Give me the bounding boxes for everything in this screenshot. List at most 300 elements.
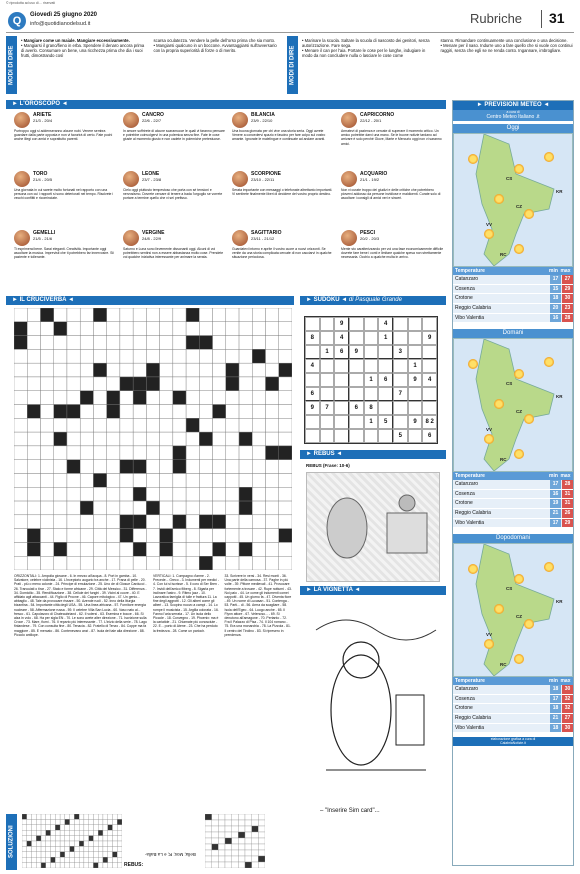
- crossword-cell: [239, 377, 252, 391]
- solution-cell: [51, 836, 56, 841]
- sudoku-cell[interactable]: [408, 429, 423, 443]
- sign-name: GEMELLI: [33, 230, 56, 236]
- solution-cell: [205, 826, 212, 832]
- sudoku-cell[interactable]: 6: [378, 373, 393, 387]
- crossword-cell: [40, 473, 53, 487]
- crossword-cell: [120, 556, 133, 570]
- sudoku-cell[interactable]: [305, 345, 320, 359]
- sudoku-cell[interactable]: 1: [364, 373, 379, 387]
- crossword-cell: [160, 336, 173, 350]
- crossword-cell: [226, 529, 239, 543]
- sudoku-cell[interactable]: [349, 331, 364, 345]
- crossword-cell: [279, 487, 292, 501]
- solution-cell: [212, 832, 219, 838]
- crossword-cell: [27, 501, 40, 515]
- city-name: Cosenza: [455, 695, 475, 702]
- solution-cell: [74, 836, 79, 841]
- crossword-block: [133, 391, 146, 405]
- solution-cell: [98, 819, 103, 824]
- solution-cell: [103, 830, 108, 835]
- sudoku-cell[interactable]: [349, 387, 364, 401]
- temp-max: 30: [562, 294, 573, 303]
- rebus-caption: REBUS (Frase: 10-6): [306, 463, 350, 468]
- sudoku-cell[interactable]: [320, 429, 335, 443]
- crossword-cell: [54, 336, 67, 350]
- crossword-cell: [120, 432, 133, 446]
- crossword-cell: [199, 363, 212, 377]
- horoscope-sign: [341, 171, 444, 229]
- city-name: Vibo Valentia: [455, 724, 485, 731]
- crossword-block: [54, 542, 67, 556]
- sudoku-cell[interactable]: 1: [320, 345, 335, 359]
- sudoku-cell[interactable]: 3: [393, 345, 408, 359]
- sign-date: 24/8 - 22/9: [142, 236, 162, 241]
- sudoku-cell[interactable]: [378, 429, 393, 443]
- sudoku-cell[interactable]: 1: [378, 331, 393, 345]
- temp-min: 16: [550, 490, 561, 499]
- sudoku-cell[interactable]: [305, 415, 320, 429]
- crossword-cell: [133, 308, 146, 322]
- sign-name: ACQUARIO: [360, 171, 388, 177]
- sudoku-cell[interactable]: 9: [334, 317, 349, 331]
- crossword-cell: [107, 322, 120, 336]
- crossword-cell: [67, 322, 80, 336]
- crossword-cell: [67, 336, 80, 350]
- sudoku-cell[interactable]: 1: [408, 359, 423, 373]
- zodiac-icon: [123, 230, 139, 246]
- sudoku-cell[interactable]: [408, 345, 423, 359]
- crossword-cell: [107, 363, 120, 377]
- solution-cell: [98, 825, 103, 830]
- crossword-cell: [146, 322, 159, 336]
- crossword-cell: [40, 322, 53, 336]
- solution-cell: [252, 820, 259, 826]
- crossword-cell: [266, 308, 279, 322]
- sudoku-cell[interactable]: 9: [305, 401, 320, 415]
- crossword-cell: [14, 363, 27, 377]
- solution-cell: [27, 852, 32, 857]
- solution-cell: [36, 863, 41, 868]
- solution-cell: [117, 814, 122, 819]
- sudoku-cell[interactable]: 9: [349, 345, 364, 359]
- crossword-cell: [226, 336, 239, 350]
- sudoku-cell[interactable]: [422, 387, 437, 401]
- crossword-cell: [54, 501, 67, 515]
- sudoku-cell[interactable]: [305, 317, 320, 331]
- sudoku-cell[interactable]: [364, 331, 379, 345]
- solution-cell: [108, 830, 113, 835]
- solution-cell: [238, 814, 245, 820]
- sudoku-cell[interactable]: [364, 345, 379, 359]
- solution-cell: [252, 838, 259, 844]
- sudoku-cell[interactable]: [378, 345, 393, 359]
- sign-date: 21/5 - 21/6: [33, 236, 53, 241]
- crossword-cell: [199, 418, 212, 432]
- sudoku-cell[interactable]: 8: [364, 401, 379, 415]
- solution-cell: [89, 857, 94, 862]
- solution-cell: [84, 863, 89, 868]
- sudoku-cell[interactable]: [408, 387, 423, 401]
- sudoku-cell[interactable]: [378, 387, 393, 401]
- horoscope-sign: [123, 112, 226, 170]
- sudoku-cell[interactable]: [334, 415, 349, 429]
- sudoku-cell[interactable]: 4: [378, 317, 393, 331]
- solution-cell: [79, 857, 84, 862]
- crossword-cell: [14, 473, 27, 487]
- crossword-cell: [40, 542, 53, 556]
- sudoku-cell[interactable]: [305, 373, 320, 387]
- sign-date: 21/1 - 19/2: [360, 177, 380, 182]
- crossword-cell: [14, 377, 27, 391]
- zodiac-icon: [14, 171, 30, 187]
- solution-cell: [60, 841, 65, 846]
- temp-min: 15: [550, 285, 561, 294]
- crossword-cell: [199, 487, 212, 501]
- crossword-cell: [160, 322, 173, 336]
- solution-cell: [60, 857, 65, 862]
- solution-cell: [27, 863, 32, 868]
- crossword-cell: [40, 432, 53, 446]
- crossword-cell: [146, 515, 159, 529]
- sudoku-cell[interactable]: [408, 401, 423, 415]
- crossword-cell: [266, 322, 279, 336]
- crossword-cell: [173, 487, 186, 501]
- crossword-block: [93, 363, 106, 377]
- solution-cell: [22, 857, 27, 862]
- modo-item: scarsa oculatezza. Vendere la pelle dell'orso prima che sia morto.: [153, 38, 276, 43]
- page-number: 31: [549, 10, 565, 26]
- sudoku-cell[interactable]: [349, 429, 364, 443]
- sudoku-cell[interactable]: [422, 345, 437, 359]
- map-city-label: CS: [506, 176, 513, 182]
- temperature-row: [453, 685, 573, 695]
- sudoku-cell[interactable]: [320, 331, 335, 345]
- sudoku-cell[interactable]: [364, 317, 379, 331]
- solution-cell: [245, 856, 252, 862]
- horoscope-sign: [341, 230, 444, 288]
- solution-cell: [93, 841, 98, 846]
- crossword-block: [199, 556, 212, 570]
- temp-min: 18: [550, 724, 561, 733]
- crossword-cell: [133, 405, 146, 419]
- solution-cell: [27, 841, 32, 846]
- crossword-cell: [252, 446, 265, 460]
- crossword-cell: [27, 460, 40, 474]
- solution-cell: [74, 846, 79, 851]
- solution-cell: [22, 819, 27, 824]
- solution-cell: [55, 841, 60, 846]
- solution-cell: [41, 836, 46, 841]
- solution-cell: [245, 832, 252, 838]
- solution-cell: [55, 830, 60, 835]
- solution-cell: [112, 830, 117, 835]
- solution-cell: [84, 846, 89, 851]
- crossword-cell: [54, 418, 67, 432]
- crossword-cell: [67, 418, 80, 432]
- sudoku-cell[interactable]: [320, 373, 335, 387]
- sudoku-cell[interactable]: [364, 359, 379, 373]
- crossword-cell: [107, 515, 120, 529]
- crossword-cell: [186, 446, 199, 460]
- sudoku-cell[interactable]: [305, 429, 320, 443]
- sudoku-cell[interactable]: 7: [393, 387, 408, 401]
- solution-cell: [84, 841, 89, 846]
- crossword-cell: [93, 529, 106, 543]
- sign-text: Armatevi di pazienza e cercate di superare il momento critico. Un amico potrebbe darvi una mano. Se le buone notizie tardano ad arrivare è solo perché Giove, Marte e Mercurio oggi non vi saranno amici.: [341, 129, 442, 146]
- sudoku-cell[interactable]: 4: [334, 331, 349, 345]
- solution-cell: [205, 820, 212, 826]
- crossword-block: [54, 322, 67, 336]
- horoscope-sign: [14, 171, 117, 229]
- solution-cell: [65, 825, 70, 830]
- solution-cell: [218, 832, 225, 838]
- crossword-cell: [146, 349, 159, 363]
- solution-cell: [60, 863, 65, 868]
- crossword-cell: [160, 349, 173, 363]
- map-city-label: VV: [486, 427, 493, 433]
- sudoku-cell[interactable]: 1: [364, 415, 379, 429]
- temp-min: 17: [550, 695, 561, 704]
- sudoku-cell[interactable]: 9: [408, 415, 423, 429]
- crossword-cell: [40, 446, 53, 460]
- contact-email[interactable]: info@quotidianodelsud.it: [30, 21, 91, 27]
- meteo-title: ► PREVISIONI METEO ◄: [453, 101, 573, 110]
- sudoku-cell[interactable]: 6: [305, 387, 320, 401]
- sudoku-cell[interactable]: [393, 401, 408, 415]
- solution-cell: [112, 841, 117, 846]
- solution-cell: [89, 846, 94, 851]
- solution-cell: [65, 830, 70, 835]
- sudoku-cell[interactable]: [349, 415, 364, 429]
- sudoku-cell[interactable]: 4: [422, 373, 437, 387]
- zodiac-icon: [14, 112, 30, 128]
- sudoku-cell[interactable]: 8 2: [422, 415, 437, 429]
- sudoku-grid[interactable]: [304, 316, 438, 444]
- crossword-cell: [27, 308, 40, 322]
- crossword-cell: [120, 322, 133, 336]
- sudoku-cell[interactable]: [334, 429, 349, 443]
- sudoku-title-bar: ► SUDOKU ◄ di Pasquale Grande: [300, 296, 446, 305]
- solution-cell: [225, 838, 232, 844]
- crossword-block: [133, 460, 146, 474]
- crossword-cell: [199, 542, 212, 556]
- crossword-cell: [252, 473, 265, 487]
- map-city-label: KR: [556, 599, 563, 605]
- sudoku-cell[interactable]: [364, 387, 379, 401]
- crossword-cell: [80, 460, 93, 474]
- solution-cell: [51, 830, 56, 835]
- modi-di-dire-tab-right: MODI DI DIRE: [287, 36, 298, 94]
- sudoku-cell[interactable]: [334, 387, 349, 401]
- sudoku-cell[interactable]: [422, 401, 437, 415]
- crossword-cell: [14, 432, 27, 446]
- sign-date: 21/4 - 20/5: [33, 177, 53, 182]
- oroscopo-title-bar: ► L'OROSCOPO ◄: [6, 100, 446, 109]
- crossword-cell: [14, 391, 27, 405]
- solution-cell: [41, 819, 46, 824]
- temperature-header: Temperature min max: [453, 267, 573, 275]
- solution-cell: [103, 857, 108, 862]
- solution-cell: [79, 819, 84, 824]
- crossword-cell: [14, 460, 27, 474]
- crossword-cell: [266, 432, 279, 446]
- crossword-cell: [120, 418, 133, 432]
- sudoku-cell[interactable]: [393, 317, 408, 331]
- sudoku-cell[interactable]: [393, 373, 408, 387]
- crossword-cell: [279, 405, 292, 419]
- map-city-label: VV: [486, 222, 493, 228]
- crossword-block: [27, 542, 40, 556]
- crossword-cell: [120, 542, 133, 556]
- sudoku-cell[interactable]: [320, 387, 335, 401]
- sudoku-cell[interactable]: 9: [422, 331, 437, 345]
- sudoku-cell[interactable]: 6: [334, 345, 349, 359]
- sudoku-cell[interactable]: [408, 317, 423, 331]
- license-note: © riprodotta ad uso di ... riservati: [6, 1, 56, 5]
- solution-cell: [65, 819, 70, 824]
- crossword-block: [199, 432, 212, 446]
- crossword-block: [186, 336, 199, 350]
- sign-text: Guardatevi intorno e aprite il vostro cuore a nuovi orizzonti. Se venite da una storia complicata cercate di non cacciarvi in qualche situazione pericolosa.: [232, 247, 332, 260]
- crossword-cell: [93, 349, 106, 363]
- solution-cell: [252, 856, 259, 862]
- crossword-cell: [279, 501, 292, 515]
- temp-min: 16: [550, 314, 561, 323]
- clues-verticali: VERTICALI: 1. Compagno d'arme - 2. Precede... Greco - 3. Indumenti per medici - 4. Con lui si iscrisse - 5. Il coro di Ser Bren - 7. Invidi dell'amico fiiberg - 8. Sigarla per inclinare l'astro - 9. Ritmo jazz - 10. Lavoratica famiglia di tulle e frattura 11. La fine degli aggrotti - 12. Gli alberi come gli alberi - 13. Scopino nuovo a campi - 14. Lo rompe il musicista - 15. Argilla colorata - 16. Fanno l'aria serrata - 17. Un isola dello Piccole - 18. Convegno - 19. Phoenix: ma è la cariatide - 21. Chiamate più conosciute - 22. E... porto di Atene - 23. Che ha perduto la fredezza - 28. Come un parioch.: [153, 574, 219, 633]
- meteo-day: [453, 124, 573, 323]
- city-name: Catanzaro: [455, 686, 479, 693]
- sudoku-cell[interactable]: [349, 359, 364, 373]
- sudoku-cell[interactable]: 9: [408, 373, 423, 387]
- modi-di-dire-left: [21, 38, 281, 92]
- temperature-row: [453, 704, 573, 714]
- temperature-row: [453, 724, 573, 734]
- crossword-block: [279, 529, 292, 543]
- solution-cell: [46, 863, 51, 868]
- solution-cell: [117, 857, 122, 862]
- solution-cell: [98, 857, 103, 862]
- modo-item: • Mangiarsi qualcuno in un boccone. Avvantaggiarsi sull'avversario con la propria superiorità di forze o di merito.: [153, 43, 277, 53]
- crossword-cell: [239, 336, 252, 350]
- sudoku-cell[interactable]: [364, 429, 379, 443]
- solution-cell: [212, 826, 219, 832]
- sudoku-cell[interactable]: [422, 317, 437, 331]
- crossword-cell: [107, 336, 120, 350]
- sudoku-cell[interactable]: 8: [305, 331, 320, 345]
- solution-cell: [65, 846, 70, 851]
- crossword-cell: [239, 529, 252, 543]
- crossword-cell: [93, 391, 106, 405]
- temp-max: 31: [562, 499, 573, 508]
- sudoku-cell[interactable]: [349, 317, 364, 331]
- crossword-block: [279, 446, 292, 460]
- solution-cell: [205, 850, 212, 856]
- crossword-cell: [93, 556, 106, 570]
- crossword-cell: [27, 363, 40, 377]
- calabria-map: [453, 133, 573, 267]
- solution-cell: [112, 863, 117, 868]
- sudoku-cell[interactable]: [334, 359, 349, 373]
- crossword-cell: [40, 349, 53, 363]
- crossword-block: [173, 446, 186, 460]
- crossword-cell: [80, 556, 93, 570]
- crossword-cell: [279, 418, 292, 432]
- crossword-cell: [80, 377, 93, 391]
- solution-cell: [74, 819, 79, 824]
- crossword-block: [67, 405, 80, 419]
- city-name: Reggio Calabria: [455, 714, 491, 721]
- sudoku-cell[interactable]: 5: [378, 415, 393, 429]
- solution-cell: [55, 825, 60, 830]
- sudoku-cell[interactable]: [349, 373, 364, 387]
- solution-cell: [232, 814, 239, 820]
- crossword-cell: [133, 556, 146, 570]
- solution-cell: [112, 836, 117, 841]
- temperature-row: [453, 294, 573, 304]
- crossword-cell: [266, 529, 279, 543]
- solution-cell: [98, 814, 103, 819]
- crossword-cell: [226, 515, 239, 529]
- crossword-cell: [93, 501, 106, 515]
- sudoku-cell[interactable]: [408, 331, 423, 345]
- sudoku-cell[interactable]: 6: [422, 429, 437, 443]
- sudoku-cell[interactable]: [393, 359, 408, 373]
- sign-name: CAPRICORNO: [360, 112, 395, 118]
- sudoku-cell[interactable]: 7: [320, 401, 335, 415]
- city-name: Cosenza: [455, 285, 475, 292]
- crossword-cell: [146, 308, 159, 322]
- sudoku-cell[interactable]: [334, 401, 349, 415]
- crossword-cell: [266, 473, 279, 487]
- crossword-cell: [266, 336, 279, 350]
- crossword-cell: [252, 336, 265, 350]
- solution-cell: [212, 820, 219, 826]
- crossword-cell: [173, 556, 186, 570]
- sudoku-cell[interactable]: [378, 359, 393, 373]
- sudoku-cell[interactable]: [378, 401, 393, 415]
- temperature-row: [453, 304, 573, 314]
- crossword-cell: [14, 542, 27, 556]
- sudoku-cell[interactable]: 6: [349, 401, 364, 415]
- sudoku-cell[interactable]: [320, 317, 335, 331]
- solution-cell: [117, 852, 122, 857]
- solution-cell: [212, 838, 219, 844]
- crossword-cell: [27, 349, 40, 363]
- sudoku-cell[interactable]: 5: [393, 429, 408, 443]
- crossword-cell: [186, 515, 199, 529]
- crossword-cell: [54, 556, 67, 570]
- solution-cell: [32, 852, 37, 857]
- crossword-cell: [14, 446, 27, 460]
- crossword-cell: [186, 405, 199, 419]
- sudoku-cell[interactable]: [393, 415, 408, 429]
- crossword-cell: [199, 446, 212, 460]
- horoscope-sign: [341, 112, 444, 170]
- sudoku-cell[interactable]: [393, 331, 408, 345]
- sudoku-cell[interactable]: [422, 359, 437, 373]
- solution-rebus-answer: Bella; Mos; R; e La Balla-: [145, 852, 196, 857]
- crossword-grid[interactable]: [14, 308, 292, 570]
- solution-cell: [245, 862, 252, 868]
- crossword-cell: [213, 336, 226, 350]
- sudoku-cell[interactable]: [334, 373, 349, 387]
- sudoku-cell[interactable]: 4: [305, 359, 320, 373]
- temperature-row: [453, 490, 573, 500]
- crossword-block: [226, 363, 239, 377]
- solution-cell: [74, 857, 79, 862]
- sudoku-cell[interactable]: [320, 415, 335, 429]
- sudoku-cell[interactable]: [320, 359, 335, 373]
